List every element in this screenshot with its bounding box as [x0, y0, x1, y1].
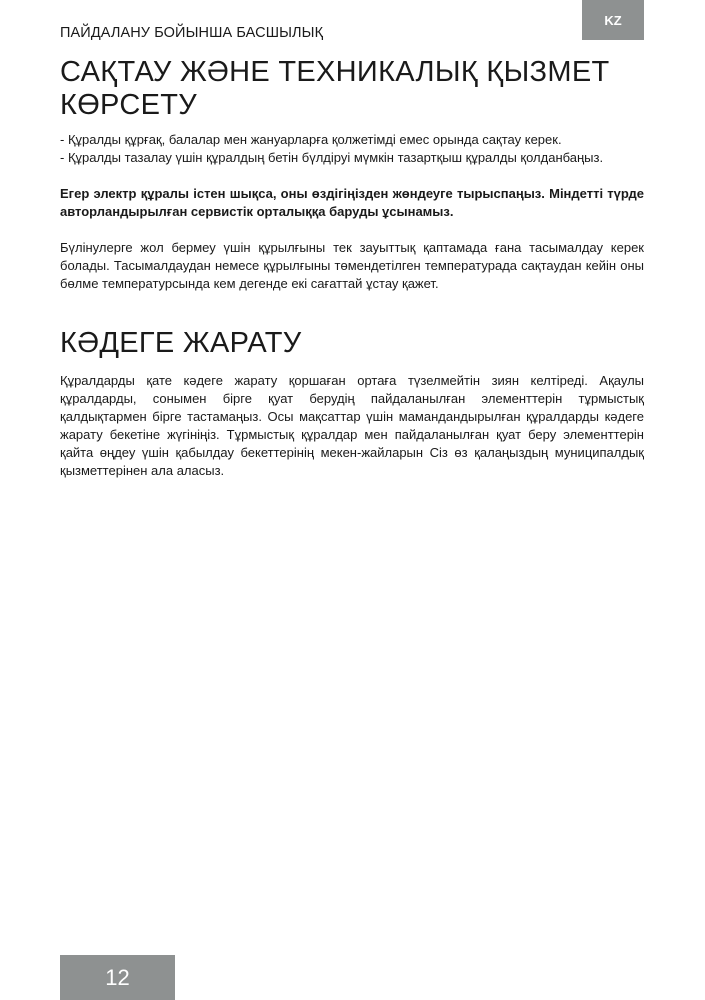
transport-note: Бүлінулерге жол бермеу үшін құрылғыны тек зауыттық қаптамада ғана тасымалдау керек болады. Тасымалдаудан немесе құрылғыны төмендетілген температурада сақтаудан кейін оны бөлме температурсында кем дегенде екі сағаттай ұстау қажет. — [60, 240, 644, 291]
disposal-text: Құралдарды қате кәдеге жарату қоршаған ортаға түзелмейтін зиян келтіреді. Ақаулы құралдарды, сонымен бірге қуат берудің пайдаланылған элементтерін тұрмыстық қалдықтармен бірге тастамаңыз. Осы мақсаттар үшін мамандандырылған құралдарды кәдеге жарату бекетіне жүгініңіз. Тұрмыстық құралдар мен пайдаланылған қуат беру элементтерін қайта өңдеу үшін қабылдау бекеттерінің мекен-жайларын Сіз өз қалаңыздың муниципалдық қызметтерінен ала аласыз. — [60, 373, 644, 478]
section-title-storage — [60, 56, 644, 122]
language-badge: KZ — [582, 0, 644, 40]
section-title-storage-line1: САҚТАУ ЖӘНЕ ТЕХНИКАЛЫҚ ҚЫЗМЕТ — [60, 56, 610, 88]
page-content — [60, 56, 644, 480]
storage-instruction-2: - Құралды тазалау үшін құралдың бетін бүлдіруі мүмкін тазартқыш құралды қолданбаңыз. — [60, 150, 604, 165]
storage-instruction-1: - Құралды құрғақ, балалар мен жануарларға қолжетімді емес орында сақтау керек. — [60, 132, 562, 147]
header-title: ПАЙДАЛАНУ БОЙЫНША БАСШЫЛЫҚ — [60, 25, 324, 41]
section-title-disposal: КӘДЕГЕ ЖАРАТУ — [60, 327, 302, 359]
page-number: 12 — [60, 955, 175, 1000]
repair-warning: Егер электр құралы істен шықса, оны өздігіңізден жөндеуге тырыспаңыз. Міндетті түрде авторландырылған сервистік орталыққа баруды ұсынамыз. — [60, 186, 644, 219]
section-title-storage-line2: КӨРСЕТУ — [60, 89, 197, 121]
